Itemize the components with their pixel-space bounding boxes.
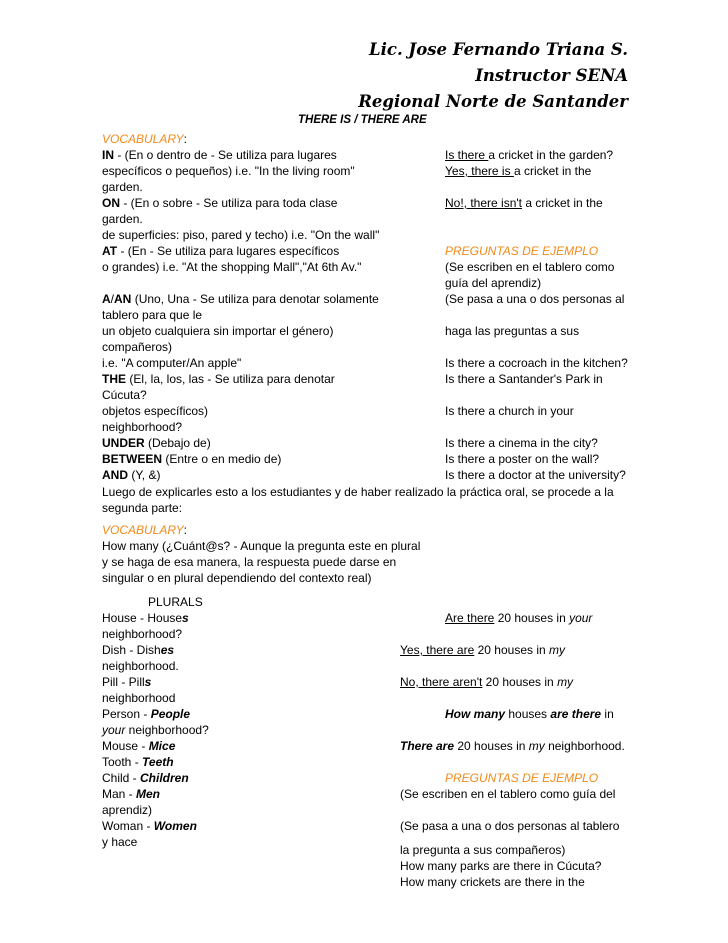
plural-man-form: Men: [136, 787, 161, 801]
right-note-1: (Se escriben en el tablero como: [445, 260, 615, 274]
plural-yes-mid: 20 houses in: [474, 643, 549, 657]
vocab-on-text: - (En o sobre - Se utiliza para toda clase: [120, 196, 338, 210]
vocab-at-line: [102, 243, 339, 259]
keyword-between: BETWEEN: [102, 452, 162, 466]
plural-child-base: Child -: [102, 771, 141, 785]
plural-no-mid: 20 houses in: [482, 675, 558, 689]
plural-y-hace: y hace: [102, 835, 138, 849]
keyword-and: AND: [102, 468, 128, 482]
plural-question-your: your: [569, 611, 593, 625]
vocab-and-line: [102, 467, 160, 483]
keyword-an: AN: [114, 292, 132, 306]
example-yes-line: [445, 163, 591, 179]
how-many-line-2: y se haga de esa manera, la respuesta puede darse en: [102, 555, 397, 569]
vocab-in-line: [102, 147, 337, 163]
plural-tooth-form: Teeth: [142, 755, 174, 769]
plural-pill-base: Pill - Pill: [102, 675, 145, 689]
right-question-3: Is there a church in your: [445, 404, 574, 418]
there-are-example-line: [400, 738, 625, 754]
right-question-2: Is there a Santander's Park in: [445, 372, 603, 386]
right2-note-1: (Se escriben en el tablero como guía del: [400, 787, 616, 801]
vocab-under-line: [102, 435, 211, 451]
plural-tooth-base: Tooth -: [102, 755, 143, 769]
plural-person-base: Person -: [102, 707, 151, 721]
vocab-garden-2: garden.: [102, 212, 143, 226]
plural-man-base: Man -: [102, 787, 137, 801]
right2-note-3: la pregunta a sus compañeros): [400, 843, 566, 857]
right-note-2: guía del aprendiz): [445, 276, 542, 290]
there-are-my: my: [528, 739, 545, 753]
example-no-text: a cricket in the: [522, 196, 603, 210]
vocab-a-text: (Uno, Una - Se utiliza para denotar solamente: [131, 292, 379, 306]
plural-woman: [102, 818, 197, 834]
intro-paragraph-line-1: Luego de explicarles esto a los estudiantes y de haber realizado la práctica oral, se procede a la: [102, 485, 614, 499]
plural-child-form: Children: [140, 771, 189, 785]
right-question-5: Is there a poster on the wall?: [445, 452, 600, 466]
keyword-under: UNDER: [102, 436, 145, 450]
vocab-at-text-2: o grandes) i.e. "At the shopping Mall","At 6th Av.": [102, 260, 362, 274]
vocab-at-text: - (En - Se utiliza para lugares específicos: [117, 244, 340, 258]
right2-question-1: How many parks are there in Cúcuta?: [400, 859, 602, 873]
plural-tooth: [102, 754, 174, 770]
plural-pill: [102, 674, 151, 690]
plural-man: [102, 786, 160, 802]
plural-house: [102, 610, 189, 626]
plural-no-my: my: [557, 675, 574, 689]
intro-paragraph-line-2: segunda parte:: [102, 501, 183, 515]
vocab-cucuta: Cúcuta?: [102, 388, 147, 402]
right2-question-2: How many crickets are there in the: [400, 875, 585, 889]
vocab-between-text: (Entre o en medio de): [162, 452, 282, 466]
vocab-garden-1: garden.: [102, 180, 143, 194]
plural-person: [102, 706, 190, 722]
vocab-and-text: (Y, &): [128, 468, 161, 482]
right-note-4: haga las preguntas a sus: [445, 324, 580, 338]
how-many-line-3: singular o en plural dependiendo del contexto real): [102, 571, 372, 585]
how-many-are-there: are there: [550, 707, 602, 721]
vocabulary-heading-2: [102, 522, 187, 538]
plural-house-suffix: s: [182, 611, 189, 625]
vocab-on-line: [102, 195, 337, 211]
plural-mouse-form: Mice: [148, 739, 176, 753]
vocab-a-text-5: i.e. "A computer/An apple": [102, 356, 242, 370]
plural-no-lead: No, there aren't: [400, 675, 483, 689]
plural-house-base: House - House: [102, 611, 183, 625]
there-are-phrase: There are: [400, 739, 455, 753]
plural-neighborhood-4: [102, 722, 209, 738]
keyword-a: A: [102, 292, 111, 306]
plural-neighborhood-1: neighborhood?: [102, 627, 183, 641]
example-no-line: [445, 195, 603, 211]
vocab-under-text: (Debajo de): [144, 436, 211, 450]
document-title: THERE IS / THERE ARE: [298, 114, 427, 126]
how-many-end: in: [601, 707, 614, 721]
right2-note-2: (Se pasa a una o dos personas al tablero: [400, 819, 620, 833]
example-question-text: a cricket in the garden?: [488, 148, 614, 162]
plural-neighborhood-3: neighborhood: [102, 691, 176, 705]
vocab-the-text-2: objetos específicos): [102, 404, 209, 418]
example-question-line: [445, 147, 613, 163]
plural-yes-line: [400, 642, 565, 658]
vocabulary-colon: :: [183, 132, 187, 146]
preguntas-heading-2: PREGUNTAS DE EJEMPLO: [445, 771, 599, 785]
author-name: Lic. Jose Fernando Triana S.: [369, 40, 628, 59]
there-are-end: neighborhood.: [544, 739, 625, 753]
example-yes-lead: Yes, there is: [445, 164, 514, 178]
right-question-6: Is there a doctor at the university?: [445, 468, 626, 482]
right-question-1: Is there a cocroach in the kitchen?: [445, 356, 628, 370]
plural-question-lead: Are there: [445, 611, 495, 625]
plural-dish-suffix: es: [160, 643, 175, 657]
vocab-between-line: [102, 451, 281, 467]
plural-pill-suffix: s: [144, 675, 152, 689]
preguntas-heading-1: PREGUNTAS DE EJEMPLO: [445, 244, 599, 258]
vocab-on-text-2: de superficies: piso, pared y techo) i.e. "On the wall": [102, 228, 380, 242]
plural-aprendiz: aprendiz): [102, 803, 153, 817]
keyword-on: ON: [102, 196, 120, 210]
plural-neighborhood-2: neighborhood.: [102, 659, 179, 673]
vocabulary-heading: [102, 131, 187, 147]
plural-neighborhood-4-text: neighborhood?: [125, 723, 209, 737]
vocab-a-text-2: tablero para que le: [102, 308, 203, 322]
vocabulary-label: VOCABULARY: [102, 132, 184, 146]
plural-person-form: People: [150, 707, 191, 721]
vocab-a-text-4: compañeros): [102, 340, 173, 354]
vocab-a-text-3: un objeto cualquiera sin importar el género): [102, 324, 334, 338]
right-question-4: Is there a cinema in the city?: [445, 436, 598, 450]
plural-no-line: [400, 674, 573, 690]
plural-woman-form: Women: [153, 819, 197, 833]
vocab-a-an-line: [102, 291, 379, 307]
plural-child: [102, 770, 189, 786]
plurals-heading: PLURALS: [148, 595, 203, 609]
vocabulary-colon-2: :: [183, 523, 187, 537]
plural-woman-base: Woman -: [102, 819, 154, 833]
plural-mouse-base: Mouse -: [102, 739, 149, 753]
there-are-mid: 20 houses in: [454, 739, 529, 753]
vocabulary-label-2: VOCABULARY: [102, 523, 184, 537]
vocab-in-text: - (En o dentro de - Se utiliza para lugares: [114, 148, 337, 162]
example-yes-text: a cricket in the: [513, 164, 592, 178]
how-many-line-1: How many (¿Cuánt@s? - Aunque la pregunta este en plural: [102, 539, 421, 553]
vocab-the-line: [102, 371, 335, 387]
how-many-mid: houses: [505, 707, 551, 721]
author-role: Instructor SENA: [475, 66, 628, 85]
plural-mouse: [102, 738, 175, 754]
keyword-in: IN: [102, 148, 114, 162]
right-note-3: (Se pasa a una o dos personas al: [445, 292, 625, 306]
plural-question-mid: 20 houses in: [494, 611, 570, 625]
plural-yes-my: my: [549, 643, 565, 657]
how-many-phrase: How many: [445, 707, 506, 721]
vocab-the-text: (El, la, los, las - Se utiliza para denotar: [126, 372, 335, 386]
plural-dish-base: Dish - Dish: [102, 643, 161, 657]
plural-question-line: [445, 610, 592, 626]
plural-dish: [102, 642, 174, 658]
how-many-example-line: [445, 706, 614, 722]
plural-your: your: [102, 723, 126, 737]
keyword-the: THE: [102, 372, 126, 386]
vocab-neighborhood: neighborhood?: [102, 420, 183, 434]
vocab-in-text-2: específicos o pequeños) i.e. "In the living room": [102, 164, 355, 178]
example-question-lead: Is there: [445, 148, 489, 162]
keyword-at: AT: [102, 244, 118, 258]
plural-yes-lead: Yes, there are: [400, 643, 475, 657]
author-region: Regional Norte de Santander: [358, 92, 628, 111]
keyword-slash: /: [110, 292, 115, 306]
example-no-lead: No!, there isn't: [445, 196, 522, 210]
